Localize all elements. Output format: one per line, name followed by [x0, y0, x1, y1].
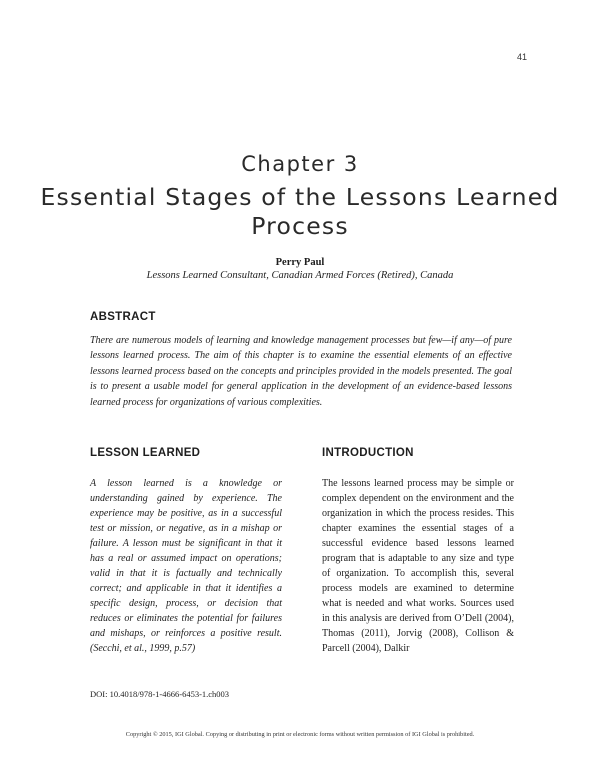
lesson-learned-quote: A lesson learned is a knowledge or understanding gained by experience. The experience may be positive, as in a successful test or mission, or negative, as in a mishap or failure. A lesson must be significant in that it has a real or assumed impact on operations; valid in that it is factually and technically correct; and applicable in that it identifies a specific design, process, or decision that reduces or eliminates the potential for failures and mishaps, or reinforces a positive result. (Secchi, et al., 1999, p.57)	[90, 478, 282, 654]
abstract-heading: ABSTRACT	[90, 311, 156, 323]
page-number: 41	[516, 52, 527, 62]
copyright-notice: Copyright © 2015, IGI Global. Copying or distributing in print or electronic forms without written permission of IGI Global is prohibited.	[125, 731, 475, 738]
lesson-learned-heading: LESSON LEARNED	[90, 447, 201, 459]
author-name: Perry Paul	[275, 257, 325, 268]
abstract-text: There are numerous models of learning and knowledge management processes but few—if any—of pure lessons learned process. The aim of this chapter is to examine the essential elements of an effective lessons learned process based on the concepts and principles provided in the models presented. The goal is to present a usable model for general application in the development of an evidence-based lessons learned process for organizations of various complexities.	[90, 335, 512, 408]
introduction-heading: INTRODUCTION	[322, 447, 414, 459]
author-affiliation: Lessons Learned Consultant, Canadian Armed Forces (Retired), Canada	[146, 270, 454, 281]
chapter-title: Essential Stages of the Lessons Learned Process	[40, 183, 560, 240]
introduction-text: The lessons learned process may be simple or complex dependent on the environment and the organization in which the process resides. This chapter examines the essential stages of a successful evidence based lessons learned program that is adaptable to any size and type of organization. To accomplish this, several process models are examined to determine what is needed and what works. Sources used in this analysis are derived from O’Dell (2004), Thomas (2011), Jorvig (2008), Collison & Parcell (2004), Dalkir	[322, 478, 514, 654]
doi-link[interactable]: DOI: 10.4018/978-1-4666-6453-1.ch003	[90, 689, 230, 699]
chapter-label: Chapter 3	[241, 152, 359, 176]
